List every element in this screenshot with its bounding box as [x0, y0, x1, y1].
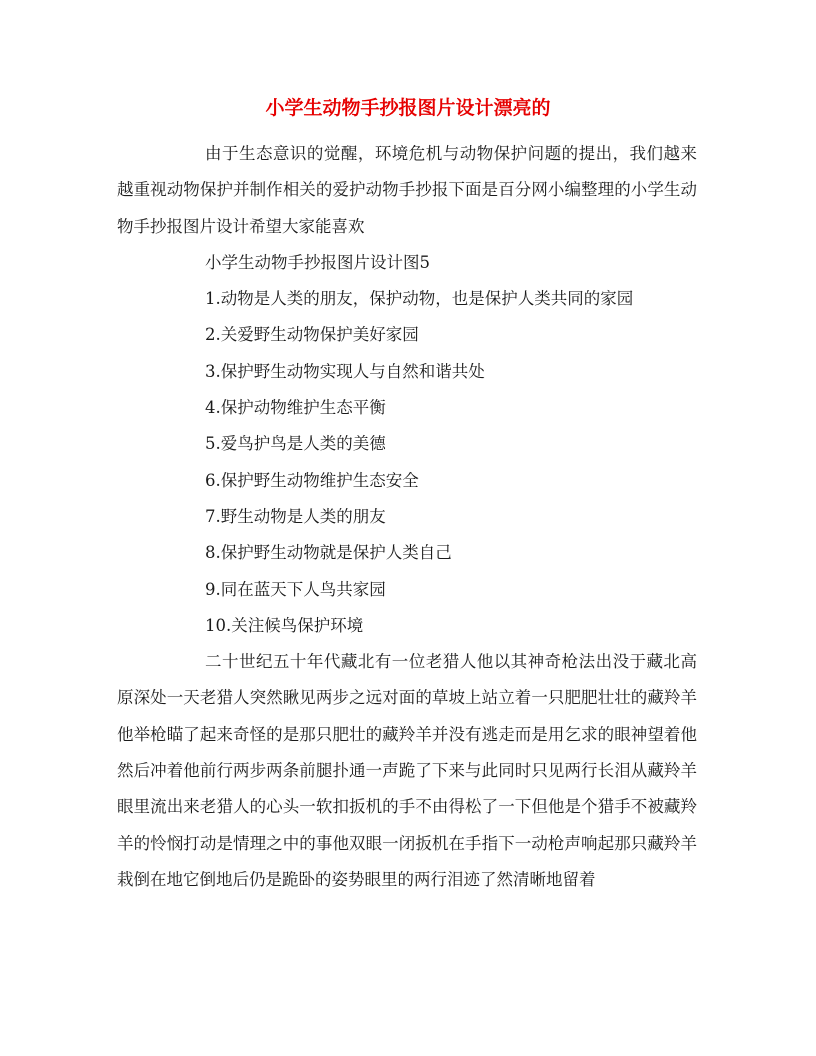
slogan-item: 5.爱鸟护鸟是人类的美德 — [205, 434, 386, 454]
slogan-item: 8.保护野生动物就是保护人类自己 — [205, 543, 452, 563]
slogan-item: 2.关爱野生动物保护美好家园 — [205, 325, 419, 345]
slogan-item: 4.保护动物维护生态平衡 — [205, 398, 386, 418]
slogan-item: 7.野生动物是人类的朋友 — [205, 506, 386, 526]
slogan-item: 1.动物是人类的朋友，保护动物，也是保护人类共同的家园 — [205, 289, 634, 309]
slogan-item: 9.同在蓝天下人鸟共家园 — [205, 579, 386, 599]
document-title: 小学生动物手抄报图片设计漂亮的 — [265, 97, 551, 119]
slogan-item: 6.保护野生动物维护生态安全 — [205, 470, 419, 490]
story-paragraph: 二十世纪五十年代藏北有一位老猎人他以其神奇枪法出没于藏北高原深处一天老猎人突然瞅见两步之远对面的草坡上站立着一只肥肥壮壮的藏羚羊他举枪瞄了起来奇怪的是那只肥壮的藏羚羊并没有逃走而是用乞求的眼神望着他然后冲着他前行两步两条前腿扑通一声跪了下来与此同时只见两行长泪从藏羚羊眼里流出来老猎人的心头一软扣扳机的手不由得松了一下但他是个猎手不被藏羚羊的怜悯打动是情理之中的事他双眼一闭扳机在手指下一动枪声响起那只藏羚羊栽倒在地它倒地后仍是跪卧的姿势眼里的两行泪迹了然清晰地留着 — [117, 652, 697, 889]
slogan-item: 3.保护野生动物实现人与自然和谐共处 — [205, 361, 485, 381]
slogan-item: 10.关注候鸟保护环境 — [205, 615, 364, 635]
intro-paragraph: 由于生态意识的觉醒，环境危机与动物保护问题的提出，我们越来越重视动物保护并制作相关的爱护动物手抄报下面是百分网小编整理的小学生动物手抄报图片设计希望大家能喜欢 — [117, 144, 697, 236]
figure-caption: 小学生动物手抄报图片设计图5 — [205, 252, 430, 272]
document-body — [117, 136, 697, 898]
